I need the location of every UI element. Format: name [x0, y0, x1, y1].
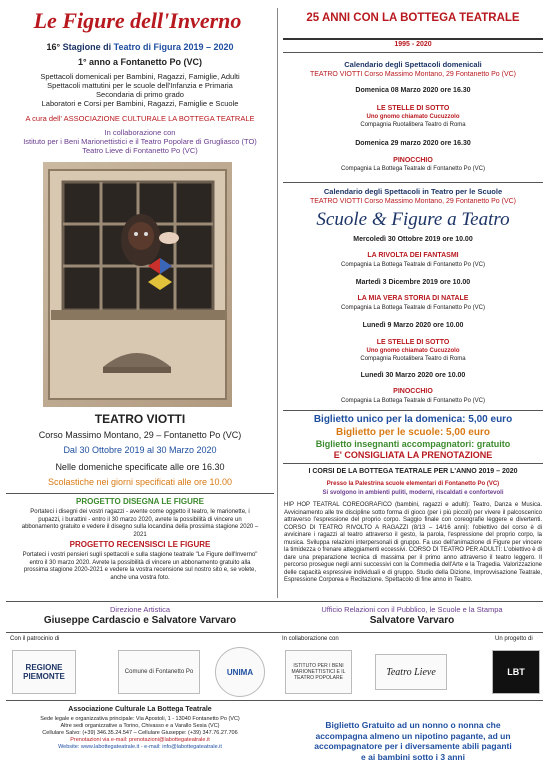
project2-text: Portateci i vostri pensieri sugli spettacoli e sulla stagione teatrale "Le Figure dell'Inverno" entro il 30 marzo 2020. Avrete la possibilità di vincere un abbonamento gratuito alla prossima stagione 2020-2021 e vedere la vostra recensione sul nostro sito e, se volete, anche una vostra foto.: [22, 552, 258, 581]
project1-title: PROGETTO DISEGNA LE FIGURE: [75, 497, 204, 506]
collab-line: Teatro Lieve di Fontanetto Po (VC): [82, 146, 198, 155]
courses-text: HIP HOP TEATRAL COREOGRAFICO (bambini, ragazzi e adulti): Teatro, Danza e Musica. Avvicinamento alle tre discipline sotto forma di gioco (per i più piccoli) per vivere il palcoscenico attraverso l'espressione del proprio corpo. Saggio finale con coreografie leggere e divertenti. CORSO DI TEATRO RIVOLTO A RAGAZZI (8/13 – 14/16 anni): l'obiettivo del corso è di avvicinare i ragazzi al teatro attraverso il gesto, la parola, l'espressione del proprio corpo, la musica. Sviluppa relazioni interpersonali di gruppo. Fa uso dell'animazione di Figure per vincere la timidezza o frenare atteggiamenti eccessivi. CORSO DI TEATRO PER ADULTI: L'obiettivo è di dare una preparazione tecnica di massima per il primo anno attraverso il teatro leggero. Il percorso prosegue negli anni successivi con la Commedia dell'Arte e la Tragedia. Valorizzazione delle capacità espressive individuali e di gruppo. Studio della Dizione, Improvvisazione Teatrale, Espressione Corporea e Recitazione. Spettacolo di fine anno in Teatro.: [284, 502, 542, 583]
bottega-teatrale-logo: LBT: [492, 650, 540, 694]
desc-line: Spettacoli domenicali per Bambini, Ragazzi, Famiglie, Adulti: [40, 72, 240, 81]
collaboration-label: In collaborazione con: [282, 636, 339, 642]
contact-line: Cellulare Salvo: (+39) 346.35.24.547 – Cellulare Giuseppe: (+39) 347.76.27.706: [42, 730, 238, 736]
column-divider: [277, 8, 278, 598]
sunday-event-date: Domenica 29 marzo 2020 ore 16.30: [355, 140, 471, 147]
season-dates: Dal 30 Ottobre 2019 al 30 Marzo 2020: [63, 445, 217, 455]
school-event-date: Lunedì 9 Marzo 2020 ore 10.00: [362, 322, 464, 329]
school-event-date: Mercoledì 30 Ottobre 2019 ore 10.00: [353, 236, 473, 243]
sunday-event-show: PINOCCHIO: [393, 157, 433, 164]
notice-line: e ai bambini sotto i 3 anni: [361, 751, 465, 762]
courses-title: I CORSI DE LA BOTTEGA TEATRALE PER L'ANNO 2019 – 2020: [308, 468, 518, 475]
divider: [6, 601, 543, 602]
sunday-calendar-title: Calendario degli Spettacoli domenicali: [344, 60, 482, 69]
anniversary-title: 25 ANNI CON LA BOTTEGA TEATRALE: [306, 12, 520, 24]
collab-line: In collaborazione con: [104, 128, 176, 137]
association-contacts: [5, 716, 275, 751]
school-event-show: LA MIA VERA STORIA DI NATALE: [357, 295, 469, 302]
unima-logo: UNIMA: [215, 647, 265, 697]
school-calendar-title: Calendario degli Spettacoli in Teatro per le Scuole: [323, 187, 503, 196]
project2-title: PROGETTO RECENSISCI LE FIGURE: [69, 540, 211, 549]
notice-line: accompagna almeno un nipotino pagante, ad un: [315, 730, 511, 741]
poster-photo: [43, 162, 232, 407]
sunday-calendar-venue: TEATRO VIOTTI Corso Massimo Montano, 29 Fontanetto Po (VC): [309, 71, 517, 78]
sunday-event-company: Compagnia Ruotalibera Teatro di Roma: [360, 122, 466, 128]
desc-line: Spettacoli mattutini per le scuole dell'Infanzia e Primaria: [47, 81, 233, 90]
school-event-show: LA RIVOLTA DEI FANTASMI: [367, 252, 459, 259]
school-event-show: LE STELLE DI SOTTO: [376, 339, 450, 346]
comune-fontanetto-logo: Comune di Fontanetto Po: [118, 650, 200, 694]
contact-line: Sede legale e organizzativa principale: Via Apostoli, 1 - 13040 Fontanetto Po (VC): [40, 716, 240, 722]
courses-environment: Si svolgono in ambienti puliti, moderni, riscaldati e confortevoli: [322, 490, 504, 496]
divider: [6, 632, 543, 633]
sunday-event-subtitle: Uno gnomo chiamato Cucuzzolo: [366, 114, 460, 120]
contact-line: Website: www.labottegateatrale.it - e-mail: info@labottegateatrale.it: [58, 744, 222, 750]
ticket-school: Biglietto per le scuole: 5,00 euro: [336, 427, 490, 438]
free-ticket-notice: [282, 720, 544, 762]
desc-line: Secondaria di primo grado: [96, 90, 184, 99]
school-event-company: Compagnia La Bottega Teatrale di Fontanetto Po (VC): [341, 398, 485, 404]
notice-line: Biglietto Gratuito ad un nonno o nonna che: [325, 720, 501, 730]
school-event-show: PINOCCHIO: [393, 388, 433, 395]
divider: [283, 38, 543, 40]
school-event-date: Lunedì 30 Marzo 2020 ore 10.00: [360, 372, 466, 379]
direction-names: Giuseppe Cardascio e Salvatore Varvaro: [43, 615, 237, 626]
poster-title: Le Figure dell'Inverno: [33, 8, 242, 33]
collab-line: Istituto per i Beni Marionettistici e il Teatro Popolare di Grugliasco (TO): [23, 137, 257, 146]
ticket-teachers: Biglietto insegnanti accompagnatori: gratuito: [315, 439, 511, 449]
divider: [6, 700, 543, 701]
school-banner: Scuole & Figure a Teatro: [316, 209, 510, 230]
sunday-event-company: Compagnia La Bottega Teatrale di Fontanetto Po (VC): [341, 166, 485, 172]
school-event-company: Compagnia La Bottega Teatrale di Fontanetto Po (VC): [341, 262, 485, 268]
contact-line: Altre sedi organizzative a Torino, Chivasso e a Varallo Sesia (VC): [60, 723, 220, 729]
collab-block: [5, 128, 275, 155]
regione-piemonte-logo: REGIONE PIEMONTE: [12, 650, 76, 694]
divider: [6, 493, 274, 494]
ticket-sunday: Biglietto unico per la domenica: 5,00 euro: [313, 414, 513, 425]
year-line: 1° anno a Fontanetto Po (VC): [77, 57, 203, 67]
desc-line: Laboratori e Corsi per Bambini, Ragazzi, Famiglie e Scuole: [41, 99, 239, 108]
school-calendar-venue: TEATRO VIOTTI Corso Massimo Montano, 29 Fontanetto Po (VC): [309, 198, 517, 205]
association-name: Associazione Culturale La Bottega Teatrale: [68, 706, 212, 713]
direction-label: Direzione Artistica: [109, 605, 171, 614]
venue-address: Corso Massimo Montano, 29 – Fontanetto Po (VC): [38, 430, 242, 440]
curated-by: A cura dell' ASSOCIAZIONE CULTURALE LA BOTTEGA TEATRALE: [25, 114, 255, 123]
season-line: 16° Stagione di Teatro di Figura 2019 – 2020: [46, 42, 234, 52]
booking-advice: E' CONSIGLIATA LA PRENOTAZIONE: [333, 450, 493, 460]
school-event-company: Compagnia Ruotalibera Teatro di Roma: [360, 356, 466, 362]
courses-location: Presso la Palestrina scuole elementari di Fontanetto Po (VC): [326, 481, 500, 487]
anniversary-years: 1995 - 2020: [394, 41, 432, 48]
istituto-beni-marionettistici-logo: ISTITUTO PER I BENI MARIONETTISTICI E IL TEATRO POPOLARE: [285, 650, 352, 694]
divider: [283, 463, 543, 464]
school-event-date: Martedì 3 Dicembre 2019 ore 10.00: [355, 279, 471, 286]
office-name: Salvatore Varvaro: [369, 615, 455, 626]
contact-line: Prenotazioni via e-mail: prenotazioni@labottegateatrale.it: [70, 737, 210, 743]
divider: [283, 52, 543, 53]
sunday-event-date: Domenica 08 Marzo 2020 ore 16.30: [355, 87, 471, 94]
divider: [283, 182, 543, 183]
teatro-lieve-logo: Teatro Lieve: [375, 654, 447, 690]
patronage-label: Con il patrocinio di: [10, 636, 60, 642]
school-event-subtitle: Uno gnomo chiamato Cucuzzolo: [366, 348, 460, 354]
notice-line: accompagnatore per i diversamente abili paganti: [314, 741, 512, 751]
sunday-event-show: LE STELLE DI SOTTO: [376, 105, 450, 112]
project-label: Un progetto di: [495, 636, 533, 642]
project1-text: Portateci i disegni dei vostri ragazzi - avente come oggetto il teatro, le marionette, i pupazzi, i burattini - entro il 30 marzo 2020, avrete la possibilità di vincere un abbonamento gratuito e vedere il disegno sulla locandina della prossima stagione 2020 – 2021: [21, 509, 259, 538]
office-label: Ufficio Relazioni con il Pubblico, le Scuole e la Stampa: [321, 605, 503, 614]
intro-desc: [5, 72, 275, 108]
school-event-company: Compagnia La Bottega Teatrale di Fontanetto Po (VC): [341, 305, 485, 311]
divider: [283, 410, 543, 411]
sunday-time: Nelle domeniche specificate alle ore 16.30: [55, 462, 225, 472]
school-time: Scolastiche nei giorni specificati alle ore 10.00: [47, 477, 233, 487]
venue-name: TEATRO VIOTTI: [94, 412, 186, 426]
